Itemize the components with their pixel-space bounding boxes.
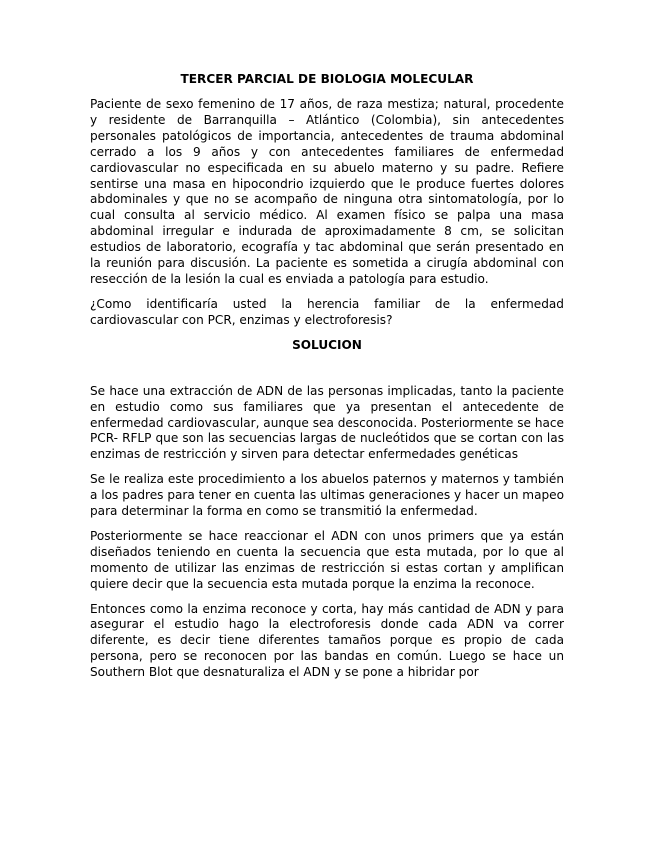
solution-paragraph-3: Posteriormente se hace reaccionar el ADN con unos primers que ya están diseñados teniendo en cuenta la secuencia que esta mutada, por lo que al momento de utilizar las enzimas de restricción si estas cortan y amplifican quiere decir que la secuencia esta mutada porque la enzima la reconoce. (90, 528, 564, 591)
document-title: TERCER PARCIAL DE BIOLOGIA MOLECULAR (180, 72, 474, 86)
solution-paragraph-1: Se hace una extracción de ADN de las personas implicadas, tanto la paciente en estudio como sus familiares que ya presentan el antecedente de enfermedad cardiovascular, aunque sea desconocida. Posteriormente se hace PCR- RFLP que son las secuencias largas de nucleótidos que se cortan con las enzimas de restricción y sirven para detectar enfermedades genéticas (90, 383, 564, 462)
solution-heading: SOLUCION (292, 337, 362, 352)
solution-paragraph-4: Entonces como la enzima reconoce y corta, hay más cantidad de ADN y para asegurar el estudio hago la electroforesis donde cada ADN va correr diferente, es decir tiene diferentes tamaños porque es propio de cada persona, pero se reconocen por las bandas en común. Luego se hace un Southern Blot que desnaturaliza el ADN y se pone a hibridar por (90, 601, 564, 680)
case-paragraph: Paciente de sexo femenino de 17 años, de raza mestiza; natural, procedente y residente de Barranquilla – Atlántico (Colombia), sin antecedentes personales patológicos de importancia, antecedentes de trauma abdominal cerrado a los 9 años y con antecedentes familiares de enfermedad cardiovascular no especificada en su abuelo materno y su padre. Refiere sentirse una masa en hipocondrio izquierdo que le produce fuertes dolores abdominales y que no se acompaño de ninguna otra sintomatología, por lo cual consulta al servicio médico. Al examen físico se palpa una masa abdominal irregular e indurada de aproximadamente 8 cm, se solicitan estudios de laboratorio, ecografía y tac abdominal que serán presentado en la reunión para discusión. La paciente es sometida a cirugía abdominal con resección de la lesión la cual es enviada a patología para estudio. (90, 97, 564, 286)
question-paragraph: ¿Como identificaría usted la herencia familiar de la enfermedad cardiovascular con PCR, enzimas y electroforesis? (90, 296, 564, 327)
document-body (90, 72, 564, 690)
solution-paragraph-2: Se le realiza este procedimiento a los abuelos paternos y maternos y también a los padres para tener en cuenta las ultimas generaciones y hacer un mapeo para determinar la forma en como se transmitió la enfermedad. (90, 472, 564, 519)
